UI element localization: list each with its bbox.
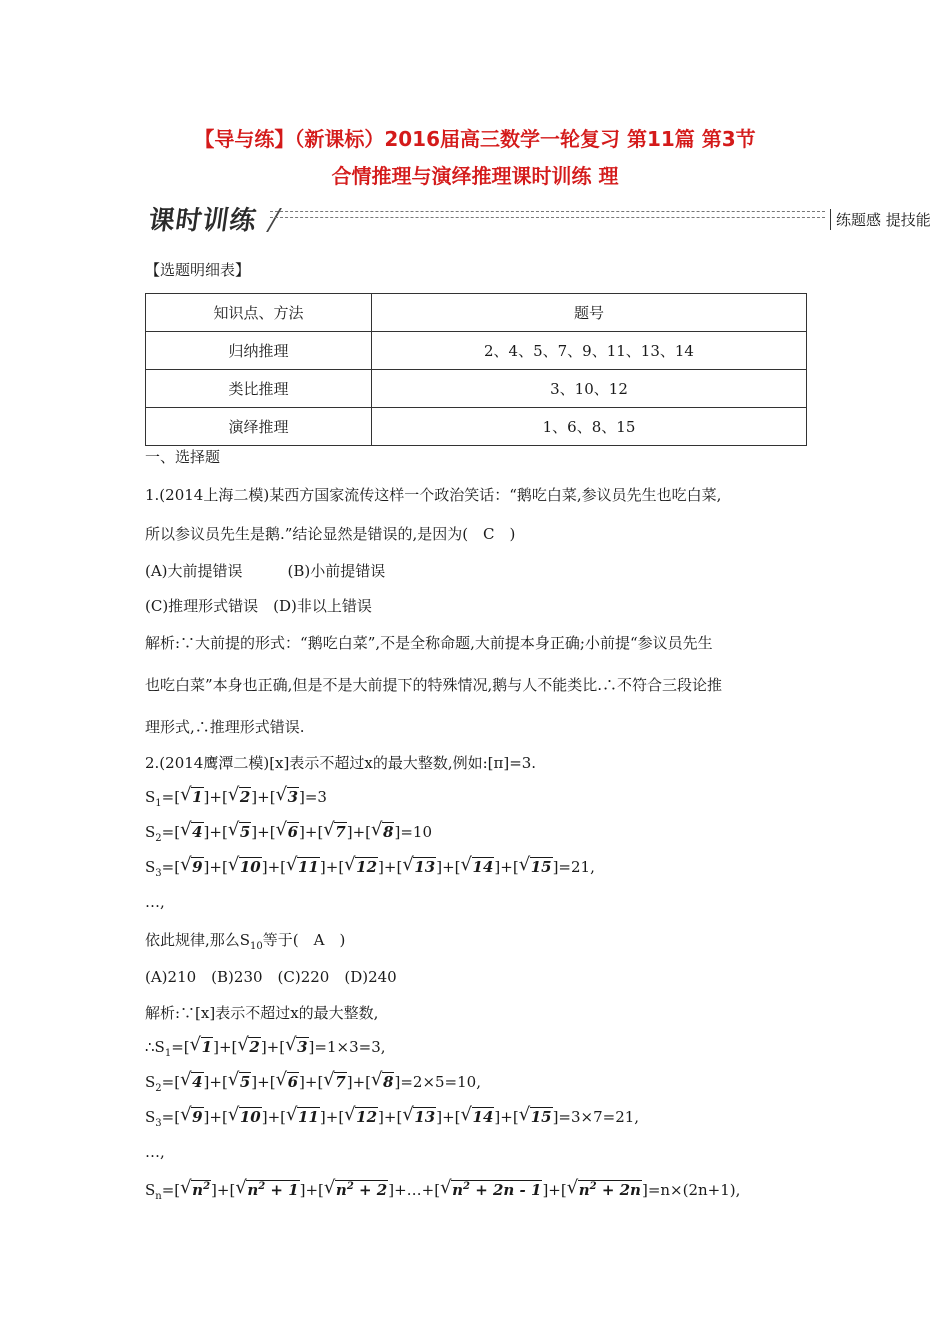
q2-solution-line1: 解析:∵[x]表示不超过x的最大整数, bbox=[145, 1004, 379, 1022]
sqrt-term bbox=[229, 857, 262, 876]
sqrt-term bbox=[181, 1107, 203, 1126]
radicand: 9 bbox=[192, 1108, 203, 1126]
sqrt-term bbox=[238, 1037, 260, 1056]
radicand: 12 bbox=[356, 1108, 378, 1126]
table-cell: 3、10、12 bbox=[372, 370, 807, 408]
sqrt-term bbox=[372, 1072, 394, 1091]
sqrt-term bbox=[229, 822, 251, 841]
radicand: 15 bbox=[530, 1108, 552, 1126]
q1-solution-line2: 也吃白菜”本身也正确,但是不是大前提下的特殊情况,鹅与人不能类比.∴不符合三段论推 bbox=[145, 676, 722, 694]
q2-question bbox=[145, 929, 345, 952]
sqrt-term bbox=[181, 857, 203, 876]
formula-prefix: S bbox=[145, 1073, 156, 1091]
formula-sub: 2 bbox=[155, 833, 162, 844]
q2-r2-formula: $S_2=[√$ 4]+[√ 5]+[√ 6]+[√ 7]+[√ 8]=2×5=10, bbox=[145, 1072, 481, 1094]
table-cell: 归纳推理 bbox=[146, 332, 372, 370]
radicand: 12 bbox=[356, 858, 378, 876]
sqrt-term bbox=[287, 1107, 320, 1126]
table-header-cell: 知识点、方法 bbox=[146, 294, 372, 332]
sqrt-term bbox=[372, 822, 394, 841]
radicand: 5 bbox=[239, 1073, 251, 1091]
formula-tail: =3×7=21, bbox=[558, 1108, 640, 1126]
sqrt-term bbox=[181, 787, 203, 806]
radicand: 11 bbox=[298, 1108, 319, 1126]
radicand: 8 bbox=[383, 823, 394, 841]
radicand: 4 bbox=[192, 823, 203, 841]
radicand: 2 bbox=[239, 788, 251, 806]
table-row bbox=[146, 370, 807, 408]
radicand: 14 bbox=[472, 1108, 494, 1126]
radicand: 15 bbox=[530, 858, 552, 876]
radicand: 10 bbox=[239, 858, 261, 876]
q2-ellipsis: …, bbox=[145, 893, 165, 911]
banner-tagline: 练题感 提技能 bbox=[830, 209, 931, 230]
formula-prefix: S bbox=[145, 1181, 156, 1199]
q2-stem: 2.(2014鹰潭二模)[x]表示不超过x的最大整数,例如:[π]=3. bbox=[145, 754, 537, 772]
table-cell: 2、4、5、7、9、11、13、14 bbox=[372, 332, 807, 370]
formula-prefix: S bbox=[145, 823, 156, 841]
radicand: 6 bbox=[287, 823, 298, 841]
q2-s3-formula: $S_3=[√$ 9]+[√ 10]+[√ 11]+[√ 12]+[√ 13]+[√ 14]+[√ 15]=21, bbox=[145, 857, 595, 879]
sqrt-term bbox=[403, 1107, 436, 1126]
banner-dashed-line bbox=[270, 211, 825, 218]
formula-sub: 1 bbox=[155, 798, 162, 809]
sqrt-term bbox=[324, 1072, 346, 1091]
radicand: 14 bbox=[472, 858, 494, 876]
formula-prefix: ∴S bbox=[145, 1038, 165, 1056]
table-row bbox=[146, 408, 807, 446]
radicand: 11 bbox=[298, 858, 319, 876]
table-cell: 演绎推理 bbox=[146, 408, 372, 446]
q2-r1-formula: $\therefore S_1=[√$ 1]+[√ 2]+[√ 3]=1×3=3, bbox=[145, 1037, 386, 1059]
sqrt-term bbox=[229, 1072, 251, 1091]
sqrt-term bbox=[462, 1107, 495, 1126]
formula-prefix: S bbox=[145, 858, 156, 876]
q1-solution-line3: 理形式,∴推理形式错误. bbox=[145, 718, 305, 736]
document-title-line2: 合情推理与演绎推理课时训练 理 bbox=[331, 164, 619, 188]
radicand: 9 bbox=[192, 858, 203, 876]
radicand: 7 bbox=[335, 823, 346, 841]
sqrt-term bbox=[286, 1037, 308, 1056]
sqrt-term bbox=[324, 822, 346, 841]
table-header-cell: 题号 bbox=[372, 294, 807, 332]
radicand: 8 bbox=[383, 1073, 394, 1091]
sqrt-term bbox=[181, 1072, 203, 1091]
formula-tail: =2×5=10, bbox=[400, 1073, 481, 1091]
section-title: 一、选择题 bbox=[145, 448, 221, 466]
sqrt-term: √ $n^2 + 2$ bbox=[325, 1180, 388, 1199]
topic-table bbox=[145, 293, 807, 446]
sqrt-term bbox=[191, 1037, 213, 1056]
sqrt-term bbox=[287, 857, 320, 876]
q2-question-pre: 依此规律,那么S bbox=[145, 931, 251, 949]
formula-sub: 3 bbox=[155, 1118, 162, 1129]
sqrt-term bbox=[277, 1072, 299, 1091]
q1-options-cd: (C)推理形式错误 (D)非以上错误 bbox=[145, 597, 372, 615]
table-caption: 【选题明细表】 bbox=[145, 261, 251, 279]
sqrt-term bbox=[403, 857, 436, 876]
formula-sub: n bbox=[155, 1191, 162, 1202]
q1-stem-line2: 所以参议员先生是鹅.”结论显然是错误的,是因为( C ) bbox=[145, 525, 516, 543]
sqrt-term bbox=[229, 1107, 262, 1126]
formula-prefix: S bbox=[145, 788, 156, 806]
banner-label: 课时训练 bbox=[146, 206, 259, 236]
sqrt-term: √ $n^2 + 2n$ bbox=[568, 1180, 642, 1199]
q2-question-post: 等于( A ) bbox=[262, 931, 346, 949]
q2-ellipsis-2: …, bbox=[145, 1143, 165, 1161]
sqrt-term: √ $n^2$ bbox=[181, 1180, 211, 1199]
q1-options-ab: (A)大前提错误 (B)小前提错误 bbox=[145, 562, 386, 580]
table-row bbox=[146, 332, 807, 370]
q2-r3-formula: $S_3=[√$ 9]+[√ 10]+[√ 11]+[√ 12]+[√ 13]+[√ 14]+[√ 15]=3×7=21, bbox=[145, 1107, 639, 1129]
sqrt-term bbox=[345, 1107, 378, 1126]
q2-s1-formula: $S_1=[√$ 1]+[√ 2]+[√ 3]=3 bbox=[145, 787, 327, 809]
sqrt-term bbox=[520, 1107, 553, 1126]
sqrt-term bbox=[462, 857, 495, 876]
table-cell: 1、6、8、15 bbox=[372, 408, 807, 446]
sqrt-term: √ $n^2 + 1$ bbox=[236, 1180, 299, 1199]
sqrt-term bbox=[229, 787, 251, 806]
radicand: 7 bbox=[335, 1073, 346, 1091]
radicand: 1 bbox=[192, 788, 203, 806]
sqrt-term bbox=[277, 822, 299, 841]
sqrt-term bbox=[277, 787, 299, 806]
radicand: 3 bbox=[287, 788, 298, 806]
q2-question-sub: 10 bbox=[250, 941, 263, 952]
table-header-row bbox=[146, 294, 807, 332]
sqrt-term: √ $n^2 + 2n - 1$ bbox=[441, 1180, 542, 1199]
sqrt-term bbox=[181, 822, 203, 841]
q2-options: (A)210 (B)230 (C)220 (D)240 bbox=[145, 968, 397, 986]
lesson-banner bbox=[145, 198, 950, 238]
radicand: 1 bbox=[201, 1038, 213, 1056]
formula-tail: =3 bbox=[304, 788, 327, 806]
formula-tail: =1×3=3, bbox=[314, 1038, 386, 1056]
formula-tail: =21, bbox=[558, 858, 595, 876]
q2-s2-formula: $S_2=[√$ 4]+[√ 5]+[√ 6]+[√ 7]+[√ 8]=10 bbox=[145, 822, 432, 844]
q1-stem-line1: 1.(2014上海二模)某西方国家流传这样一个政治笑话：“鹅吃白菜,参议员先生也吃白菜, bbox=[145, 486, 722, 504]
radicand: 13 bbox=[414, 1108, 436, 1126]
formula-sub: 2 bbox=[155, 1083, 162, 1094]
radicand: 3 bbox=[297, 1038, 308, 1056]
formula-sub: 3 bbox=[155, 868, 162, 879]
q2-general-formula: $S_n=[√$ $n^2]+[√$ $n^2 + 1]+[√$ $n^2$ + 2]+…+[√ $n^2 + 2n - 1]+[√$ $n^2 + 2n]=n\times(2n+1)$, bbox=[145, 1180, 740, 1202]
radicand: 6 bbox=[287, 1073, 298, 1091]
formula-prefix: S bbox=[145, 1108, 156, 1126]
radicand: 2 bbox=[249, 1038, 260, 1056]
radicand: 10 bbox=[239, 1108, 261, 1126]
radicand: 4 bbox=[192, 1073, 203, 1091]
sqrt-term bbox=[520, 857, 553, 876]
document-title-line1: 【导与练】（新课标）2016届高三数学一轮复习 第11篇 第3节 bbox=[194, 127, 756, 151]
q1-solution-line1: 解析:∵大前提的形式：“鹅吃白菜”,不是全称命题,大前提本身正确;小前提“参议员先生 bbox=[145, 634, 713, 652]
sqrt-term bbox=[345, 857, 378, 876]
table-cell: 类比推理 bbox=[146, 370, 372, 408]
formula-tail: =10 bbox=[400, 823, 432, 841]
formula-sub: 1 bbox=[164, 1048, 172, 1059]
radicand: 13 bbox=[414, 858, 436, 876]
radicand: 5 bbox=[239, 823, 251, 841]
formula-tail: =n×(2n+1), bbox=[647, 1181, 741, 1199]
